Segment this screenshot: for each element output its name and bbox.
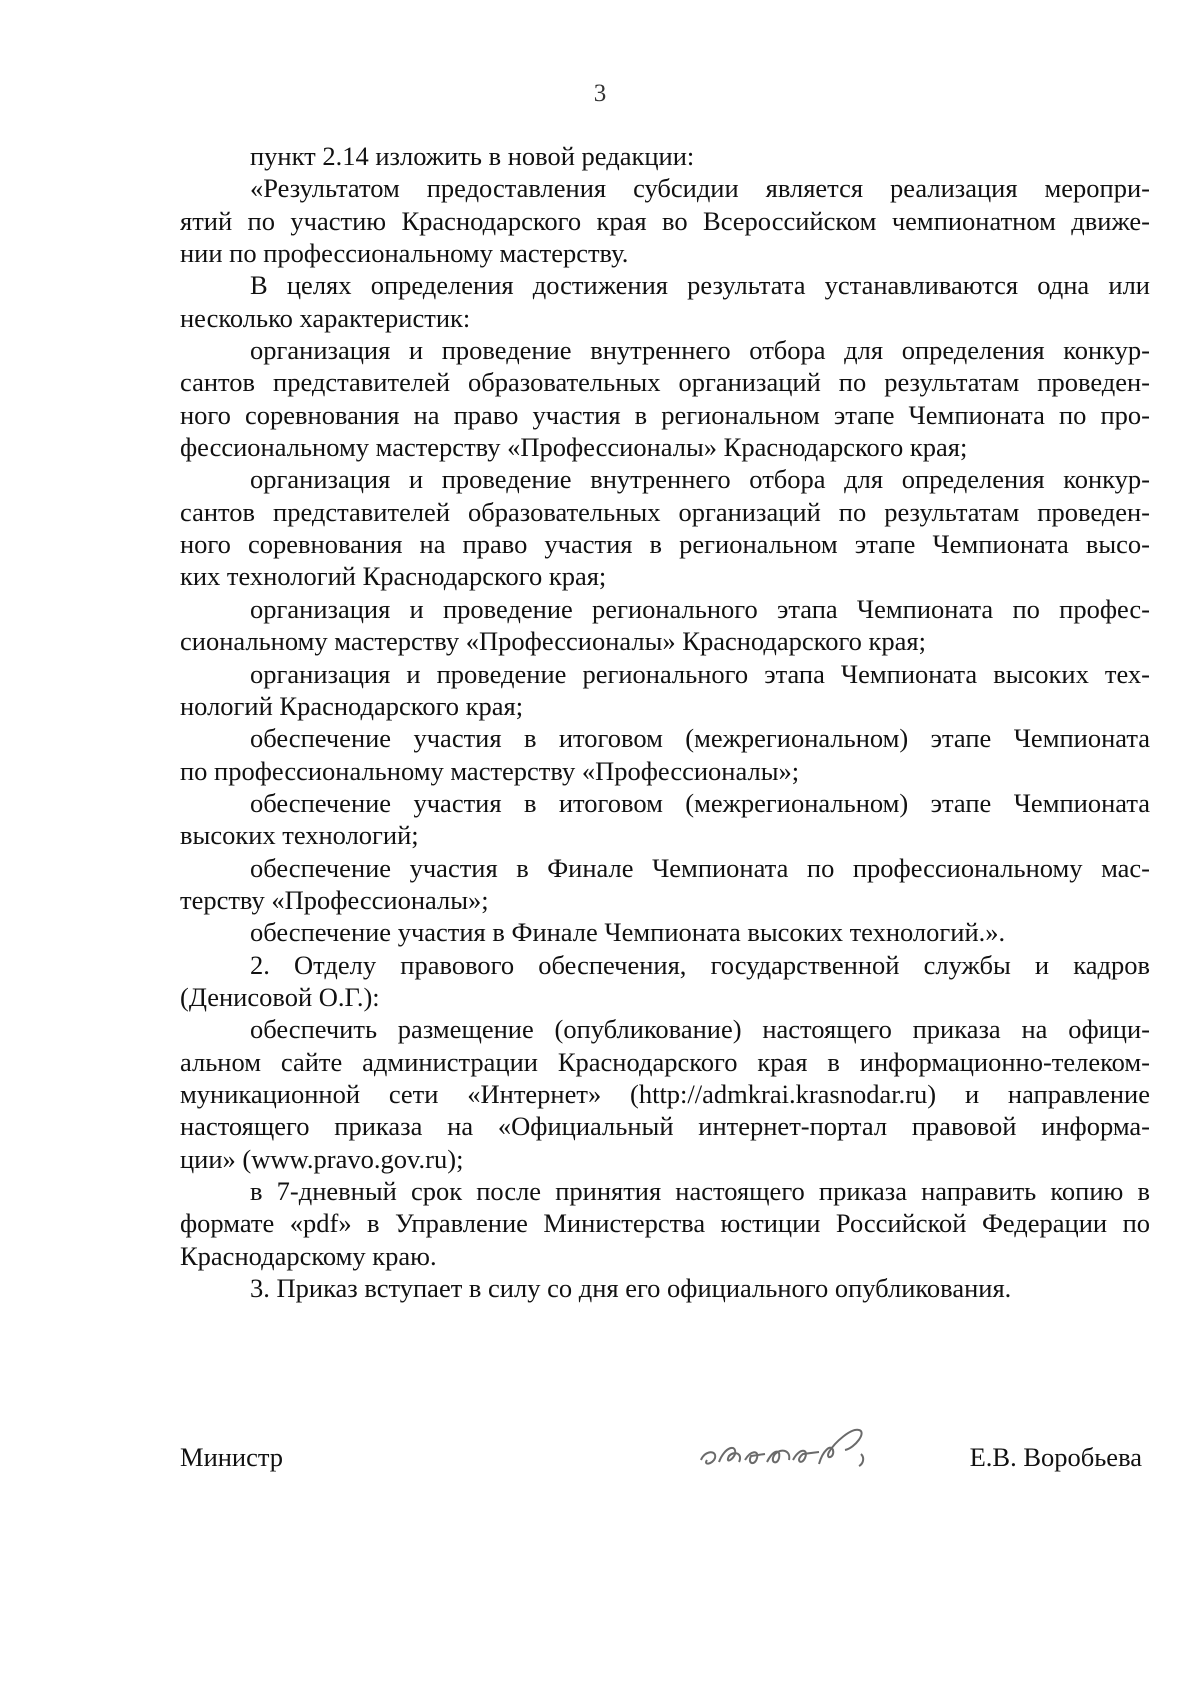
text-line: организация и проведение регионального этапа Чемпионата по профес-	[250, 593, 1150, 624]
text-line: (Денисовой О.Г.):	[180, 981, 380, 1012]
signature-block	[180, 1420, 1150, 1490]
text-line: обеспечить размещение (опубликование) настоящего приказа на офици-	[250, 1014, 1150, 1045]
text-line: высоких технологий;	[180, 820, 419, 851]
text-line: фессиональному мастерству «Профессионалы» Краснодарского края;	[180, 432, 968, 463]
text-line: 2. Отделу правового обеспечения, государственной службы и кадров	[250, 949, 1150, 980]
page-number: 3	[593, 80, 607, 107]
text-line: В целях определения достижения результата устанавливаются одна или	[250, 270, 1150, 301]
text-line: «Результатом предоставления субсидии является реализация меропри-	[250, 173, 1150, 204]
text-line: ного соревнования на право участия в региональном этапе Чемпионата высо-	[180, 529, 1150, 560]
signatory-name: Е.В. Воробьева	[969, 1442, 1142, 1472]
text-line: обеспечение участия в итоговом (межрегиональном) этапе Чемпионата	[250, 723, 1150, 754]
document-body	[180, 140, 1150, 1304]
text-line: нии по профессиональному мастерству.	[180, 238, 629, 269]
text-line: альном сайте администрации Краснодарского края в информационно-телеком-	[180, 1046, 1150, 1077]
text-line: обеспечение участия в Финале Чемпионата высоких технологий.».	[250, 917, 1006, 948]
text-line: обеспечение участия в Финале Чемпионата по профессиональному мас-	[250, 852, 1150, 883]
text-line: нологий Краснодарского края;	[180, 690, 524, 721]
text-line: 3. Приказ вступает в силу со дня его официального опубликования.	[250, 1273, 1012, 1304]
text-line: сантов представителей образовательных организаций по результатам проведен-	[180, 367, 1150, 398]
text-line: ких технологий Краснодарского края;	[180, 561, 607, 592]
text-line: сантов представителей образовательных организаций по результатам проведен-	[180, 496, 1150, 527]
text-line: несколько характеристик:	[180, 302, 471, 333]
handwritten-signature	[695, 1420, 915, 1480]
text-line: муникационной сети «Интернет» (http://admkrai.krasnodar.ru) и направление	[180, 1078, 1150, 1109]
text-line: ятий по участию Краснодарского края во Всероссийском чемпионатном движе-	[180, 205, 1150, 236]
text-line: настоящего приказа на «Официальный интернет-портал правовой информа-	[180, 1111, 1150, 1142]
text-line: терству «Профессионалы»;	[180, 884, 489, 915]
text-line: организация и проведение внутреннего отбора для определения конкур-	[250, 464, 1150, 495]
text-line: по профессиональному мастерству «Профессионалы»;	[180, 755, 800, 786]
text-line: Краснодарскому краю.	[180, 1240, 437, 1271]
text-line: сиональному мастерству «Профессионалы» Краснодарского края;	[180, 626, 926, 657]
text-line: ного соревнования на право участия в региональном этапе Чемпионата по про-	[180, 399, 1150, 430]
text-line: в 7-дневный срок после принятия настоящего приказа направить копию в	[250, 1176, 1150, 1206]
text-line: организация и проведение внутреннего отбора для определения конкур-	[250, 335, 1150, 366]
text-line: обеспечение участия в итоговом (межрегиональном) этапе Чемпионата	[250, 787, 1150, 818]
text-line: формате «pdf» в Управление Министерства юстиции Российской Федерации по	[180, 1208, 1150, 1239]
text-line: пункт 2.14 изложить в новой редакции:	[250, 141, 695, 171]
text-line: ции» (www.pravo.gov.ru);	[180, 1143, 464, 1174]
text-line: организация и проведение регионального этапа Чемпионата высоких тех-	[250, 658, 1150, 689]
signatory-title: Министр	[180, 1442, 284, 1472]
